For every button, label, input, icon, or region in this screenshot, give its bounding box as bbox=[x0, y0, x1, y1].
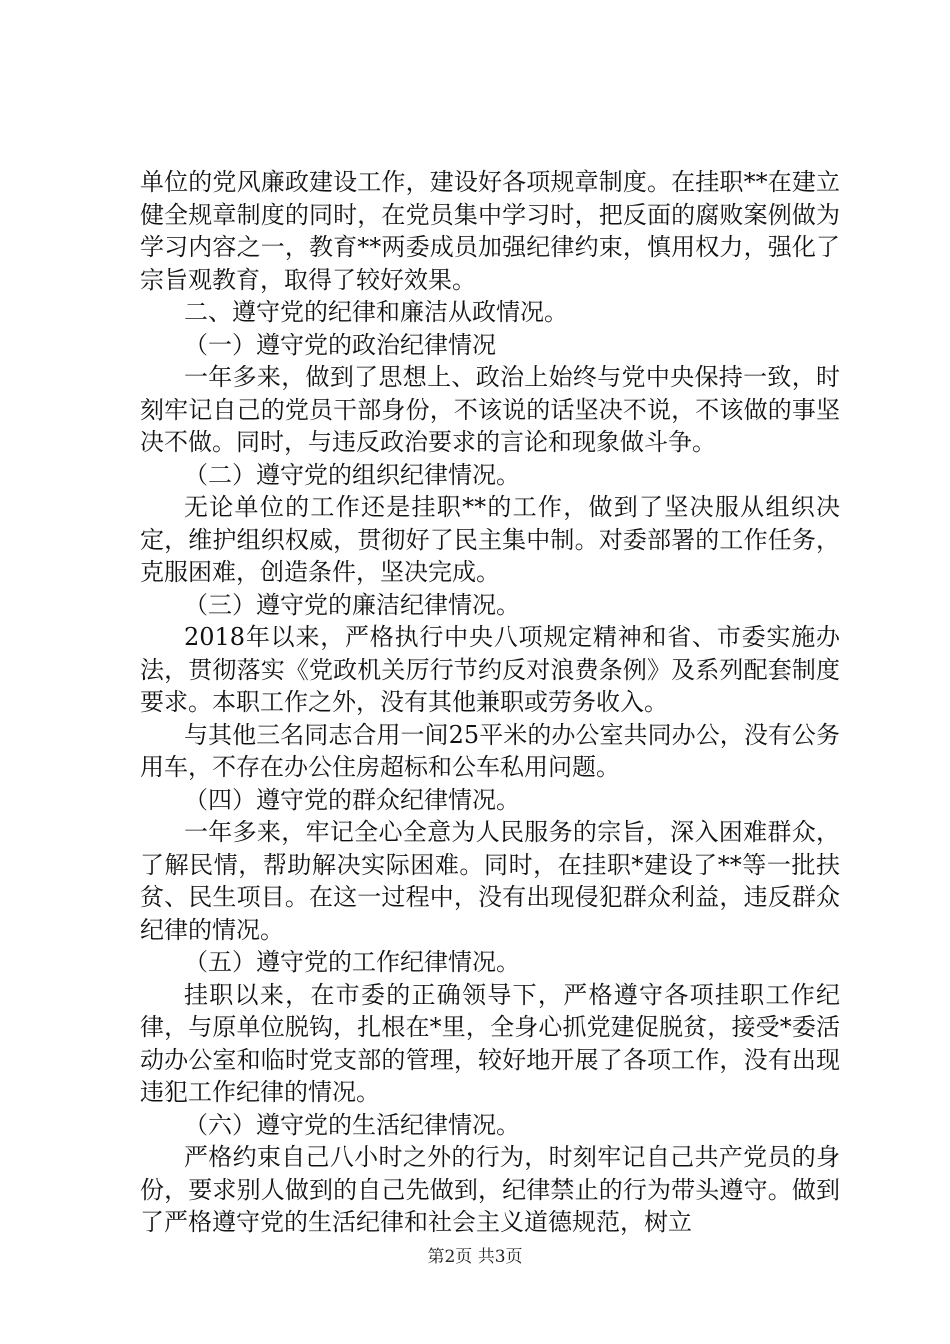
subsection-heading: （四）遵守党的群众纪律情况。 bbox=[184, 785, 520, 814]
paragraph: 无论单位的工作还是挂职**的工作，做到了坚决服从组织决定，维护组织权威，贯彻好了民主集中制。对委部署的工作任务，克服困难，创造条件，坚决完成。 bbox=[140, 493, 840, 586]
paragraph: 2018年以来，严格执行中央八项规定精神和省、市委实施办法，贯彻落实《党政机关厉行节约反对浪费条例》及系列配套制度要求。本职工作之外，没有其他兼职或劳务收入。 bbox=[140, 623, 840, 716]
paragraph: 单位的党风廉政建设工作，建设好各项规章制度。在挂职**在建立健全规章制度的同时，在党员集中学习时，把反面的腐败案例做为学习内容之一，教育**两委成员加强纪律约束，慎用权力，强化了宗旨观教育，取得了较好效果。 bbox=[140, 168, 840, 294]
section-heading: 二、遵守党的纪律和廉洁从政情况。 bbox=[184, 298, 568, 326]
subsection-heading: （六）遵守党的生活纪律情况。 bbox=[184, 1110, 520, 1139]
document-body bbox=[140, 166, 840, 1239]
subsection-heading: （三）遵守党的廉洁纪律情况。 bbox=[184, 590, 520, 619]
paragraph: 挂职以来，在市委的正确领导下，严格遵守各项挂职工作纪律，与原单位脱钩，扎根在*里，全身心抓党建促脱贫，接受*委活动办公室和临时党支部的管理，较好地开展了各项工作，没有出现违犯工作纪律的情况。 bbox=[140, 980, 840, 1106]
page-footer bbox=[0, 1242, 950, 1267]
paragraph: 与其他三名同志合用一间25平米的办公室共同办公，没有公务用车，不存在办公住房超标和公车私用问题。 bbox=[140, 720, 840, 781]
subsection-heading: （二）遵守党的组织纪律情况。 bbox=[184, 460, 520, 489]
subsection-heading: （五）遵守党的工作纪律情况。 bbox=[184, 948, 520, 976]
page-number-label: 第2页 共3页 bbox=[427, 1247, 523, 1267]
paragraph: 一年多来，做到了思想上、政治上始终与党中央保持一致，时刻牢记自己的党员干部身份，不该说的话坚决不说，不该做的事坚决不做。同时，与违反政治要求的言论和现象做斗争。 bbox=[140, 363, 840, 456]
subsection-heading: （一）遵守党的政治纪律情况 bbox=[184, 330, 496, 359]
paragraph: 一年多来，牢记全心全意为人民服务的宗旨，深入困难群众，了解民情，帮助解决实际困难。同时，在挂职*建设了**等一批扶贫、民生项目。在这一过程中，没有出现侵犯群众利益，违反群众纪律的情况。 bbox=[140, 818, 840, 944]
paragraph: 严格约束自己八小时之外的行为，时刻牢记自己共产党员的身份，要求别人做到的自己先做到，纪律禁止的行为带头遵守。做到了严格遵守党的生活纪律和社会主义道德规范，树立 bbox=[140, 1143, 840, 1236]
